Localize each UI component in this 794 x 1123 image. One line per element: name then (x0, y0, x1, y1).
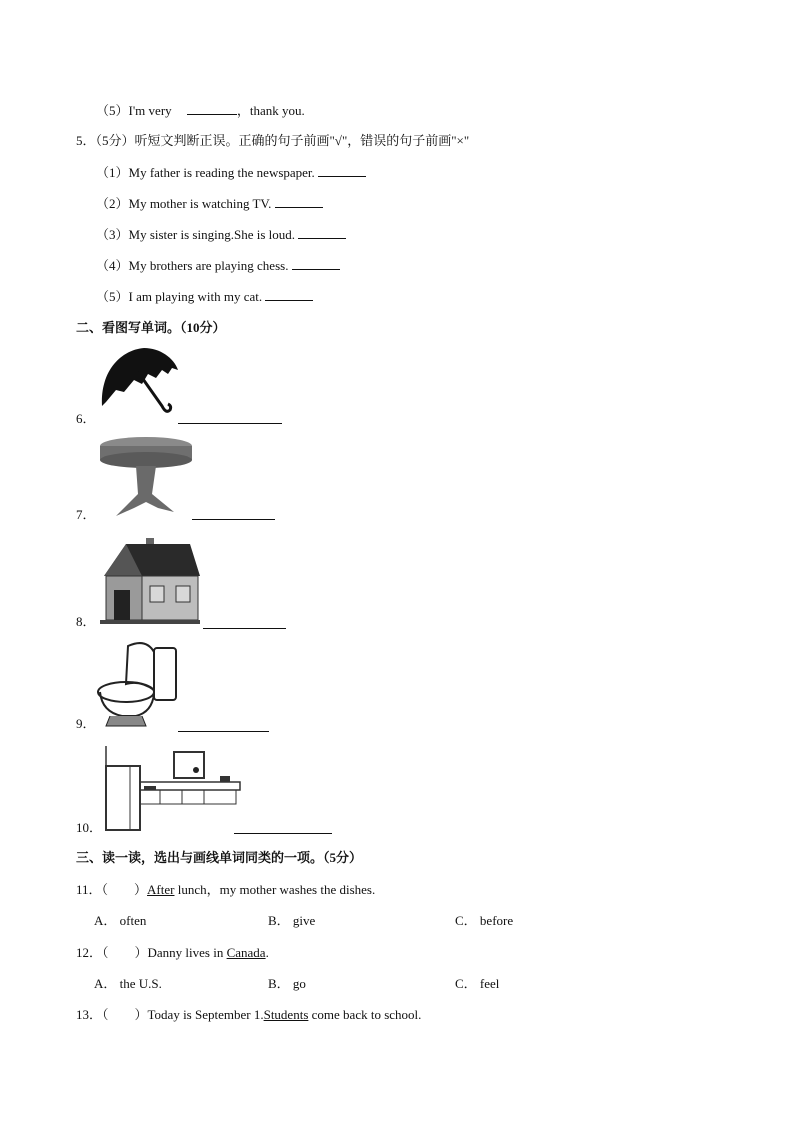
item-number: （2） (96, 196, 129, 211)
toilet-icon (96, 640, 180, 728)
option-label: A． (94, 976, 117, 991)
question-text: Today is September 1. (147, 1007, 264, 1022)
q4-item-5 (96, 102, 305, 119)
underlined-word: After (147, 882, 175, 897)
q5-header: 5．（5分）听短文判断正误。正确的句子前画"√"，错误的句子前画"×" (76, 133, 470, 148)
question-text-end: . (265, 945, 269, 960)
q6-number: 6． (76, 411, 96, 426)
section2-title: 二、看图写单词。（10分） (76, 320, 226, 335)
q5-item-1 (96, 164, 366, 181)
q11-option-b[interactable] (268, 913, 315, 929)
underlined-word: Canada (226, 945, 266, 960)
answer-blank[interactable] (318, 164, 366, 177)
item-text: My brothers are playing chess. (128, 258, 289, 273)
item-text: My sister is singing.She is loud. (128, 227, 296, 242)
q6-answer-line[interactable] (178, 423, 282, 424)
item-text: I am playing with my cat. (128, 289, 263, 304)
q5-item-5 (96, 288, 313, 305)
option-text: before (479, 913, 514, 928)
option-label: C． (455, 976, 477, 991)
item-number: （3） (96, 227, 129, 242)
item-number: （5） (96, 289, 129, 304)
q10-answer-line[interactable] (234, 833, 332, 834)
section3-title: 三、读一读，选出与画线单词同类的一项。（5分） (76, 850, 363, 865)
q5-item-2 (96, 195, 323, 212)
q5-item-3 (96, 226, 346, 243)
q11-option-c[interactable] (455, 913, 513, 929)
q7-answer-line[interactable] (192, 519, 275, 520)
option-text: often (119, 913, 147, 928)
house-icon (96, 536, 202, 626)
option-label: B． (268, 976, 290, 991)
item-text-end: ，thank you. (236, 103, 305, 118)
q12-option-c[interactable] (455, 976, 499, 992)
q8-number: 8． (76, 614, 96, 629)
item-number: （1） (96, 165, 129, 180)
q9-answer-line[interactable] (178, 731, 269, 732)
q12-option-a[interactable] (94, 976, 162, 992)
question-number: 11．（ ） (76, 882, 148, 897)
q7-number: 7． (76, 507, 96, 522)
option-label: A． (94, 913, 117, 928)
item-text: My father is reading the newspaper. (128, 165, 315, 180)
question-text: lunch，my mother washes the dishes. (174, 882, 376, 897)
q10-number: 10． (76, 820, 103, 835)
option-text: the U.S. (119, 976, 162, 991)
kitchen-icon (100, 746, 250, 832)
item-text: My mother is watching TV. (128, 196, 272, 211)
q12-stem (76, 945, 269, 961)
answer-blank[interactable] (275, 195, 323, 208)
option-text: feel (479, 976, 500, 991)
answer-blank[interactable] (298, 226, 346, 239)
question-text: Danny lives in (147, 945, 227, 960)
q11-stem (76, 882, 375, 898)
q13-stem (76, 1007, 421, 1023)
q5-item-4 (96, 257, 340, 274)
q12-option-b[interactable] (268, 976, 306, 992)
option-label: B． (268, 913, 290, 928)
item-number: （4） (96, 258, 129, 273)
question-number: 13．（ ） (76, 1007, 148, 1022)
question-text-end: come back to school. (308, 1007, 422, 1022)
answer-blank[interactable] (292, 257, 340, 270)
option-text: go (292, 976, 306, 991)
answer-blank[interactable] (265, 288, 313, 301)
underlined-word: Students (263, 1007, 309, 1022)
q8-answer-line[interactable] (203, 628, 286, 629)
q11-option-a[interactable] (94, 913, 146, 929)
answer-blank[interactable] (187, 102, 237, 115)
question-number: 12．（ ） (76, 945, 148, 960)
table-icon (98, 436, 194, 520)
item-text: I'm very (128, 103, 172, 118)
umbrella-icon (98, 344, 180, 424)
item-number: （5） (96, 103, 129, 118)
q9-number: 9． (76, 716, 96, 731)
option-label: C． (455, 913, 477, 928)
option-text: give (292, 913, 316, 928)
